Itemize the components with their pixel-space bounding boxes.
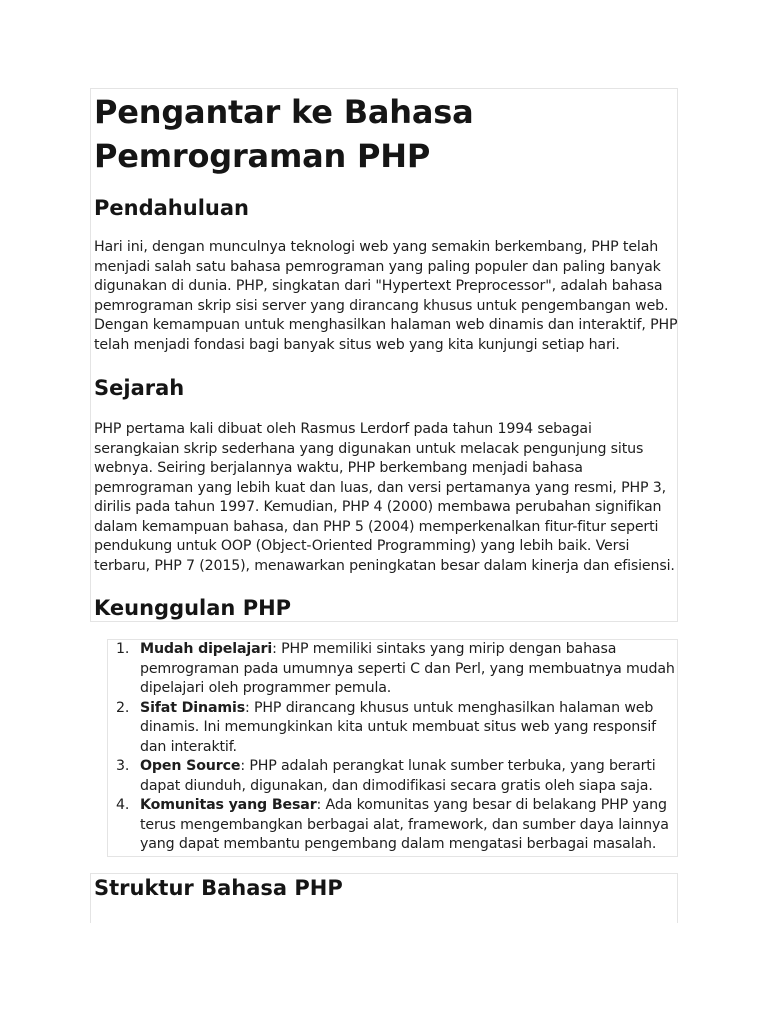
list-item <box>112 796 676 855</box>
list-item-text: : Ada komunitas yang besar di belakang PHP yang terus mengembangkan berbagai alat, framework, dan sumber daya lainnya yang dapat membantu pengembang dalam mengatasi berbagai masalah. <box>140 797 669 852</box>
section-heading-intro: Pendahuluan <box>94 196 249 220</box>
advantages-list <box>112 640 676 855</box>
list-item-number: 1. <box>116 641 130 657</box>
section-heading-structure: Struktur Bahasa PHP <box>94 876 343 900</box>
section-heading-history: Sejarah <box>94 376 185 400</box>
list-item-number: 4. <box>116 797 130 813</box>
list-item-title: Sifat Dinamis <box>140 699 246 716</box>
list-item <box>112 640 676 699</box>
list-item-title: Mudah dipelajari <box>140 641 273 657</box>
list-item-text: : PHP dirancang khusus untuk menghasilkan halaman web dinamis. Ini memungkinkan kita untuk membuat situs web yang responsif dan interaktif. <box>140 699 656 755</box>
list-item-title: Komunitas yang Besar <box>140 797 317 813</box>
list-item-number: 3. <box>116 758 130 774</box>
list-item-number: 2. <box>116 699 130 716</box>
list-item-text: : PHP memiliki sintaks yang mirip dengan bahasa pemrograman pada umumnya seperti C dan Perl, yang membuatnya mudah dipelajari oleh programmer pemula. <box>140 641 675 696</box>
history-paragraph: PHP pertama kali dibuat oleh Rasmus Lerdorf pada tahun 1994 sebagai serangkaian skrip sederhana yang digunakan untuk melacak pengunjung situs webnya. Seiring berjalannya waktu, PHP berkembang menjadi bahasa pemrograman yang lebih kuat dan luas, dan versi pertamanya yang resmi, PHP 3, dirilis pada tahun 1997. Kemudian, PHP 4 (2000) membawa perubahan signifikan dalam kemampuan bahasa, dan PHP 5 (2004) memperkenalkan fitur-fitur seperti pendukung untuk OOP (Object-Oriented Programming) yang lebih baik. Versi terbaru, PHP 7 (2015), menawarkan peningkatan besar dalam kinerja dan efisiensi. <box>94 421 675 574</box>
list-item <box>112 699 676 758</box>
list-item-text: : PHP adalah perangkat lunak sumber terbuka, yang berarti dapat diunduh, digunakan, dan dimodifikasi secara gratis oleh siapa saja. <box>140 758 656 794</box>
section-heading-advantages: Keunggulan PHP <box>94 596 292 620</box>
list-item <box>112 757 676 796</box>
page-title: Pengantar ke Bahasa Pemrograman PHP <box>94 93 474 175</box>
list-item-title: Open Source <box>140 758 241 774</box>
intro-paragraph: Hari ini, dengan munculnya teknologi web yang semakin berkembang, PHP telah menjadi salah satu bahasa pemrograman yang paling populer dan paling banyak digunakan di dunia. PHP, singkatan dari "Hypertext Preprocessor", adalah bahasa pemrograman skrip sisi server yang dirancang khusus untuk pengembangan web. Dengan kemampuan untuk menghasilkan halaman web dinamis dan interaktif, PHP telah menjadi fondasi bagi banyak situs web yang kita kunjungi setiap hari. <box>94 239 678 353</box>
